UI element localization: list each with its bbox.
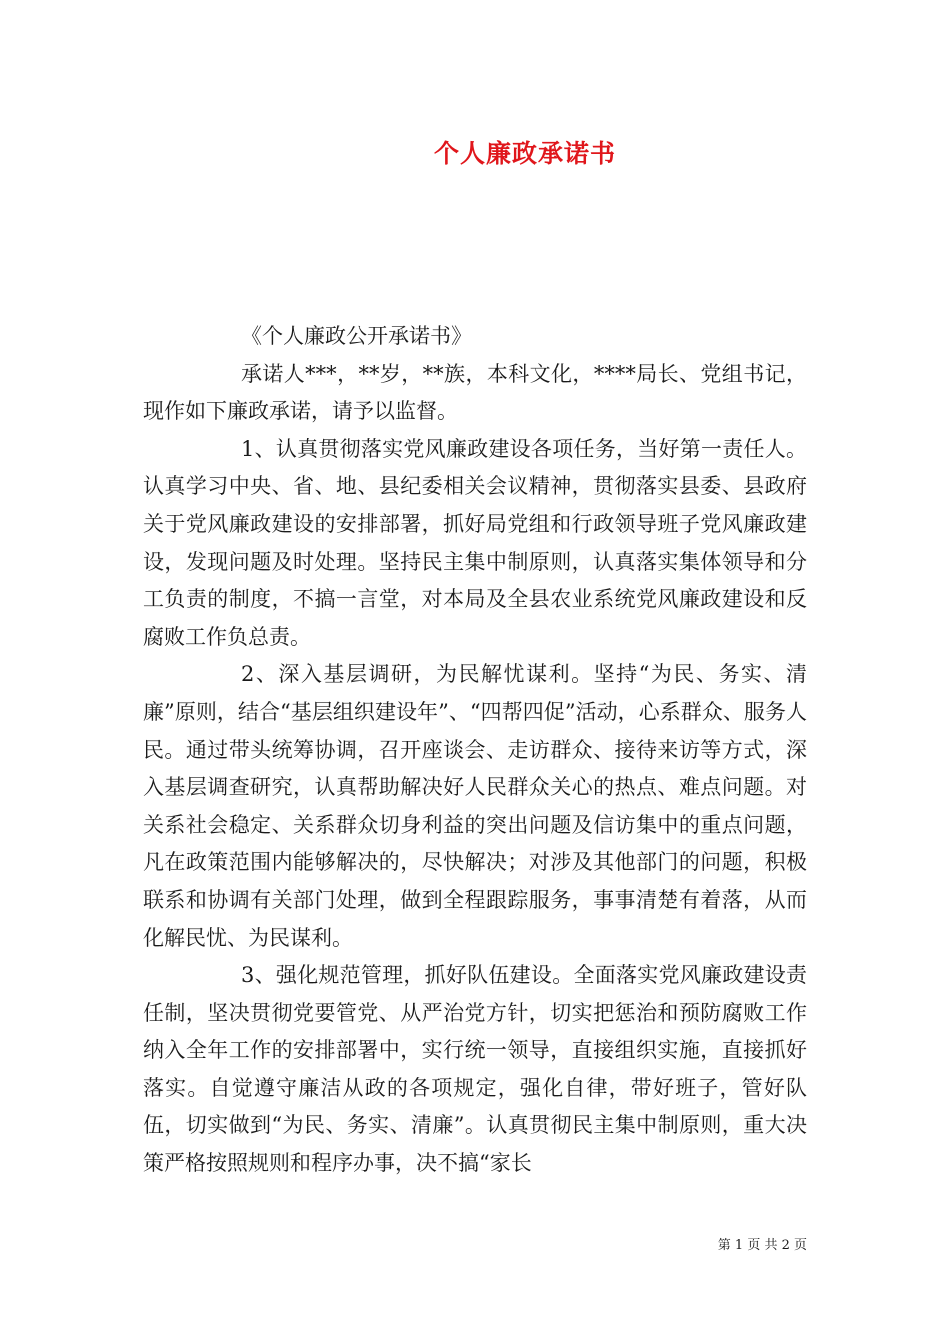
paragraph-item-1: 1、认真贯彻落实党风廉政建设各项任务，当好第一责任人。认真学习中央、省、地、县纪委相关会议精神，贯彻落实县委、县政府关于党风廉政建设的安排部署，抓好局党组和行政领导班子党风廉政建设，发现问题及时处理。坚持民主集中制原则，认真落实集体领导和分工负责的制度，不搞一言堂，对本局及全县农业系统党风廉政建设和反腐败工作负总责。 bbox=[143, 436, 807, 649]
paragraph-item-3: 3、强化规范管理，抓好队伍建设。全面落实党风廉政建设责任制，坚决贯彻党要管党、从严治党方针，切实把惩治和预防腐败工作纳入全年工作的安排部署中，实行统一领导，直接组织实施，直接抓好落实。自觉遵守廉洁从政的各项规定，强化自律，带好班子，管好队伍，切实做到“为民、务实、清廉”。认真贯彻民主集中制原则，重大决策严格按照规则和程序办事，决不搞“家长 bbox=[143, 963, 807, 1176]
page-title: 个人廉政承诺书 bbox=[433, 139, 616, 168]
paragraph-item-2: 2、深入基层调研，为民解忧谋利。坚持“为民、务实、清廉”原则，结合“基层组织建设年”、“四帮四促”活动，心系群众、服务人民。通过带头统筹协调，召开座谈会、走访群众、接待来访等方式，深入基层调查研究，认真帮助解决好人民群众关心的热点、难点问题。对关系社会稳定、关系群众切身利益的突出问题及信访集中的重点问题，凡在政策范围内能够解决的，尽快解决；对涉及其他部门的问题，积极联系和协调有关部门处理，做到全程跟踪服务，事事清楚有着落，从而化解民忧、为民谋利。 bbox=[143, 662, 807, 950]
paragraph-promiser: 承诺人***，**岁，**族，本科文化，****局长、党组书记，现作如下廉政承诺，请予以监督。 bbox=[143, 361, 807, 424]
page-number: 第 1 页 共 2 页 bbox=[717, 1238, 807, 1253]
document-heading: 《个人廉政公开承诺书》 bbox=[241, 324, 472, 348]
document-body bbox=[143, 318, 807, 1183]
